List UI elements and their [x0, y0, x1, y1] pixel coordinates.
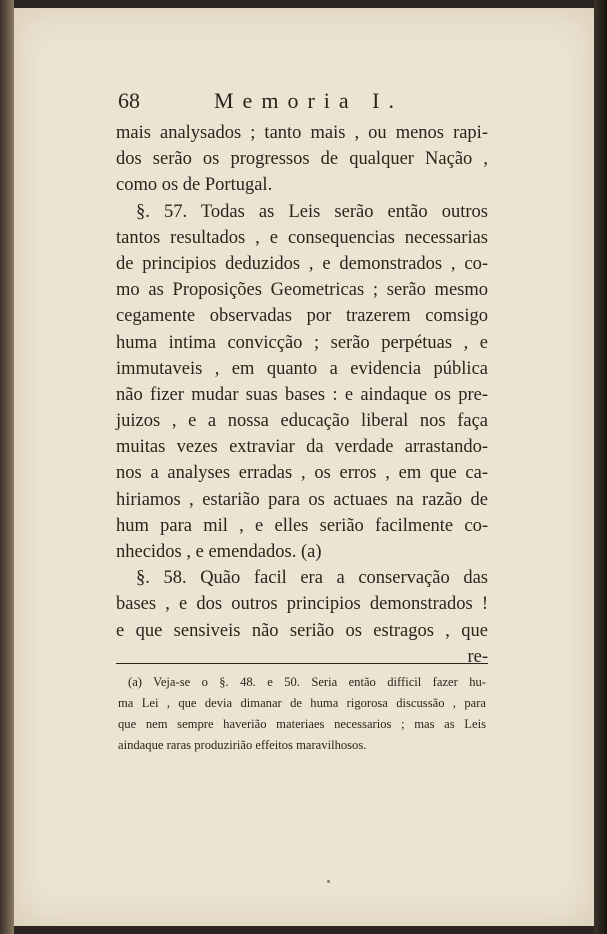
body-text: [116, 120, 488, 670]
book-edge-right: [594, 0, 607, 934]
text-line: não fizer mudar suas bases : e aindaque os pre-: [116, 384, 488, 405]
footnote-rule: [116, 663, 488, 664]
text-line: hum para mil , e elles serião facilmente co-: [116, 515, 488, 536]
text-line: nhecidos , e emendados. (a): [116, 542, 322, 562]
running-title: Memoria I.: [214, 88, 403, 113]
text-line: nos a analyses erradas , os erros , em que ca-: [116, 463, 488, 484]
text-line: muitas vezes extraviar da verdade arrastando-: [116, 437, 488, 458]
footnote-line: ma Lei , que devia dimanar de huma rigorosa discussão , para: [118, 696, 486, 710]
text-line: immutaveis , em quanto a evidencia pública: [116, 358, 488, 379]
text-line: cegamente observadas por trazerem comsigo: [116, 306, 488, 327]
catchword: re-: [467, 646, 488, 667]
text-line: e que sensiveis não serião os estragos , que: [116, 620, 488, 641]
text-line: como os de Portugal.: [116, 175, 273, 196]
footnote-line: aindaque raras produzirião effeitos maravilhosos.: [118, 738, 367, 752]
text-line: tantos resultados , e consequencias necessarias: [116, 227, 488, 248]
footnote: [118, 672, 486, 756]
text-line: juizos , e a nossa educação liberal nos faça: [116, 411, 488, 432]
section-58-heading-line: §. 58. Quão facil era a conservação das: [136, 568, 488, 589]
text-line: huma intima convicção ; serão perpétuas , e: [116, 332, 488, 353]
text-line: hiriamos , estarião para os actuaes na razão de: [116, 489, 488, 510]
footnote-line: que nem sempre haverião materiaes necessarios ; mas as Leis: [118, 717, 486, 731]
text-line: bases , e dos outros principios demonstrados !: [116, 594, 488, 615]
running-head: [118, 88, 498, 118]
section-57-heading-line: §. 57. Todas as Leis serão então outros: [136, 201, 488, 222]
text-line: mais analysados ; tanto mais , ou menos rapi-: [116, 123, 488, 143]
paper-speck: [327, 880, 330, 883]
text-line: mo as Proposições Geometricas ; serão mesmo: [116, 280, 488, 301]
page-number: 68: [118, 88, 140, 113]
footnote-line: (a) Veja-se o §. 48. e 50. Seria então difficil fazer hu-: [128, 675, 486, 689]
text-line: de principios deduzidos , e demonstrados , co-: [116, 253, 488, 274]
book-gutter-left: [0, 0, 14, 934]
text-line: dos serão os progressos de qualquer Nação ,: [116, 149, 488, 170]
